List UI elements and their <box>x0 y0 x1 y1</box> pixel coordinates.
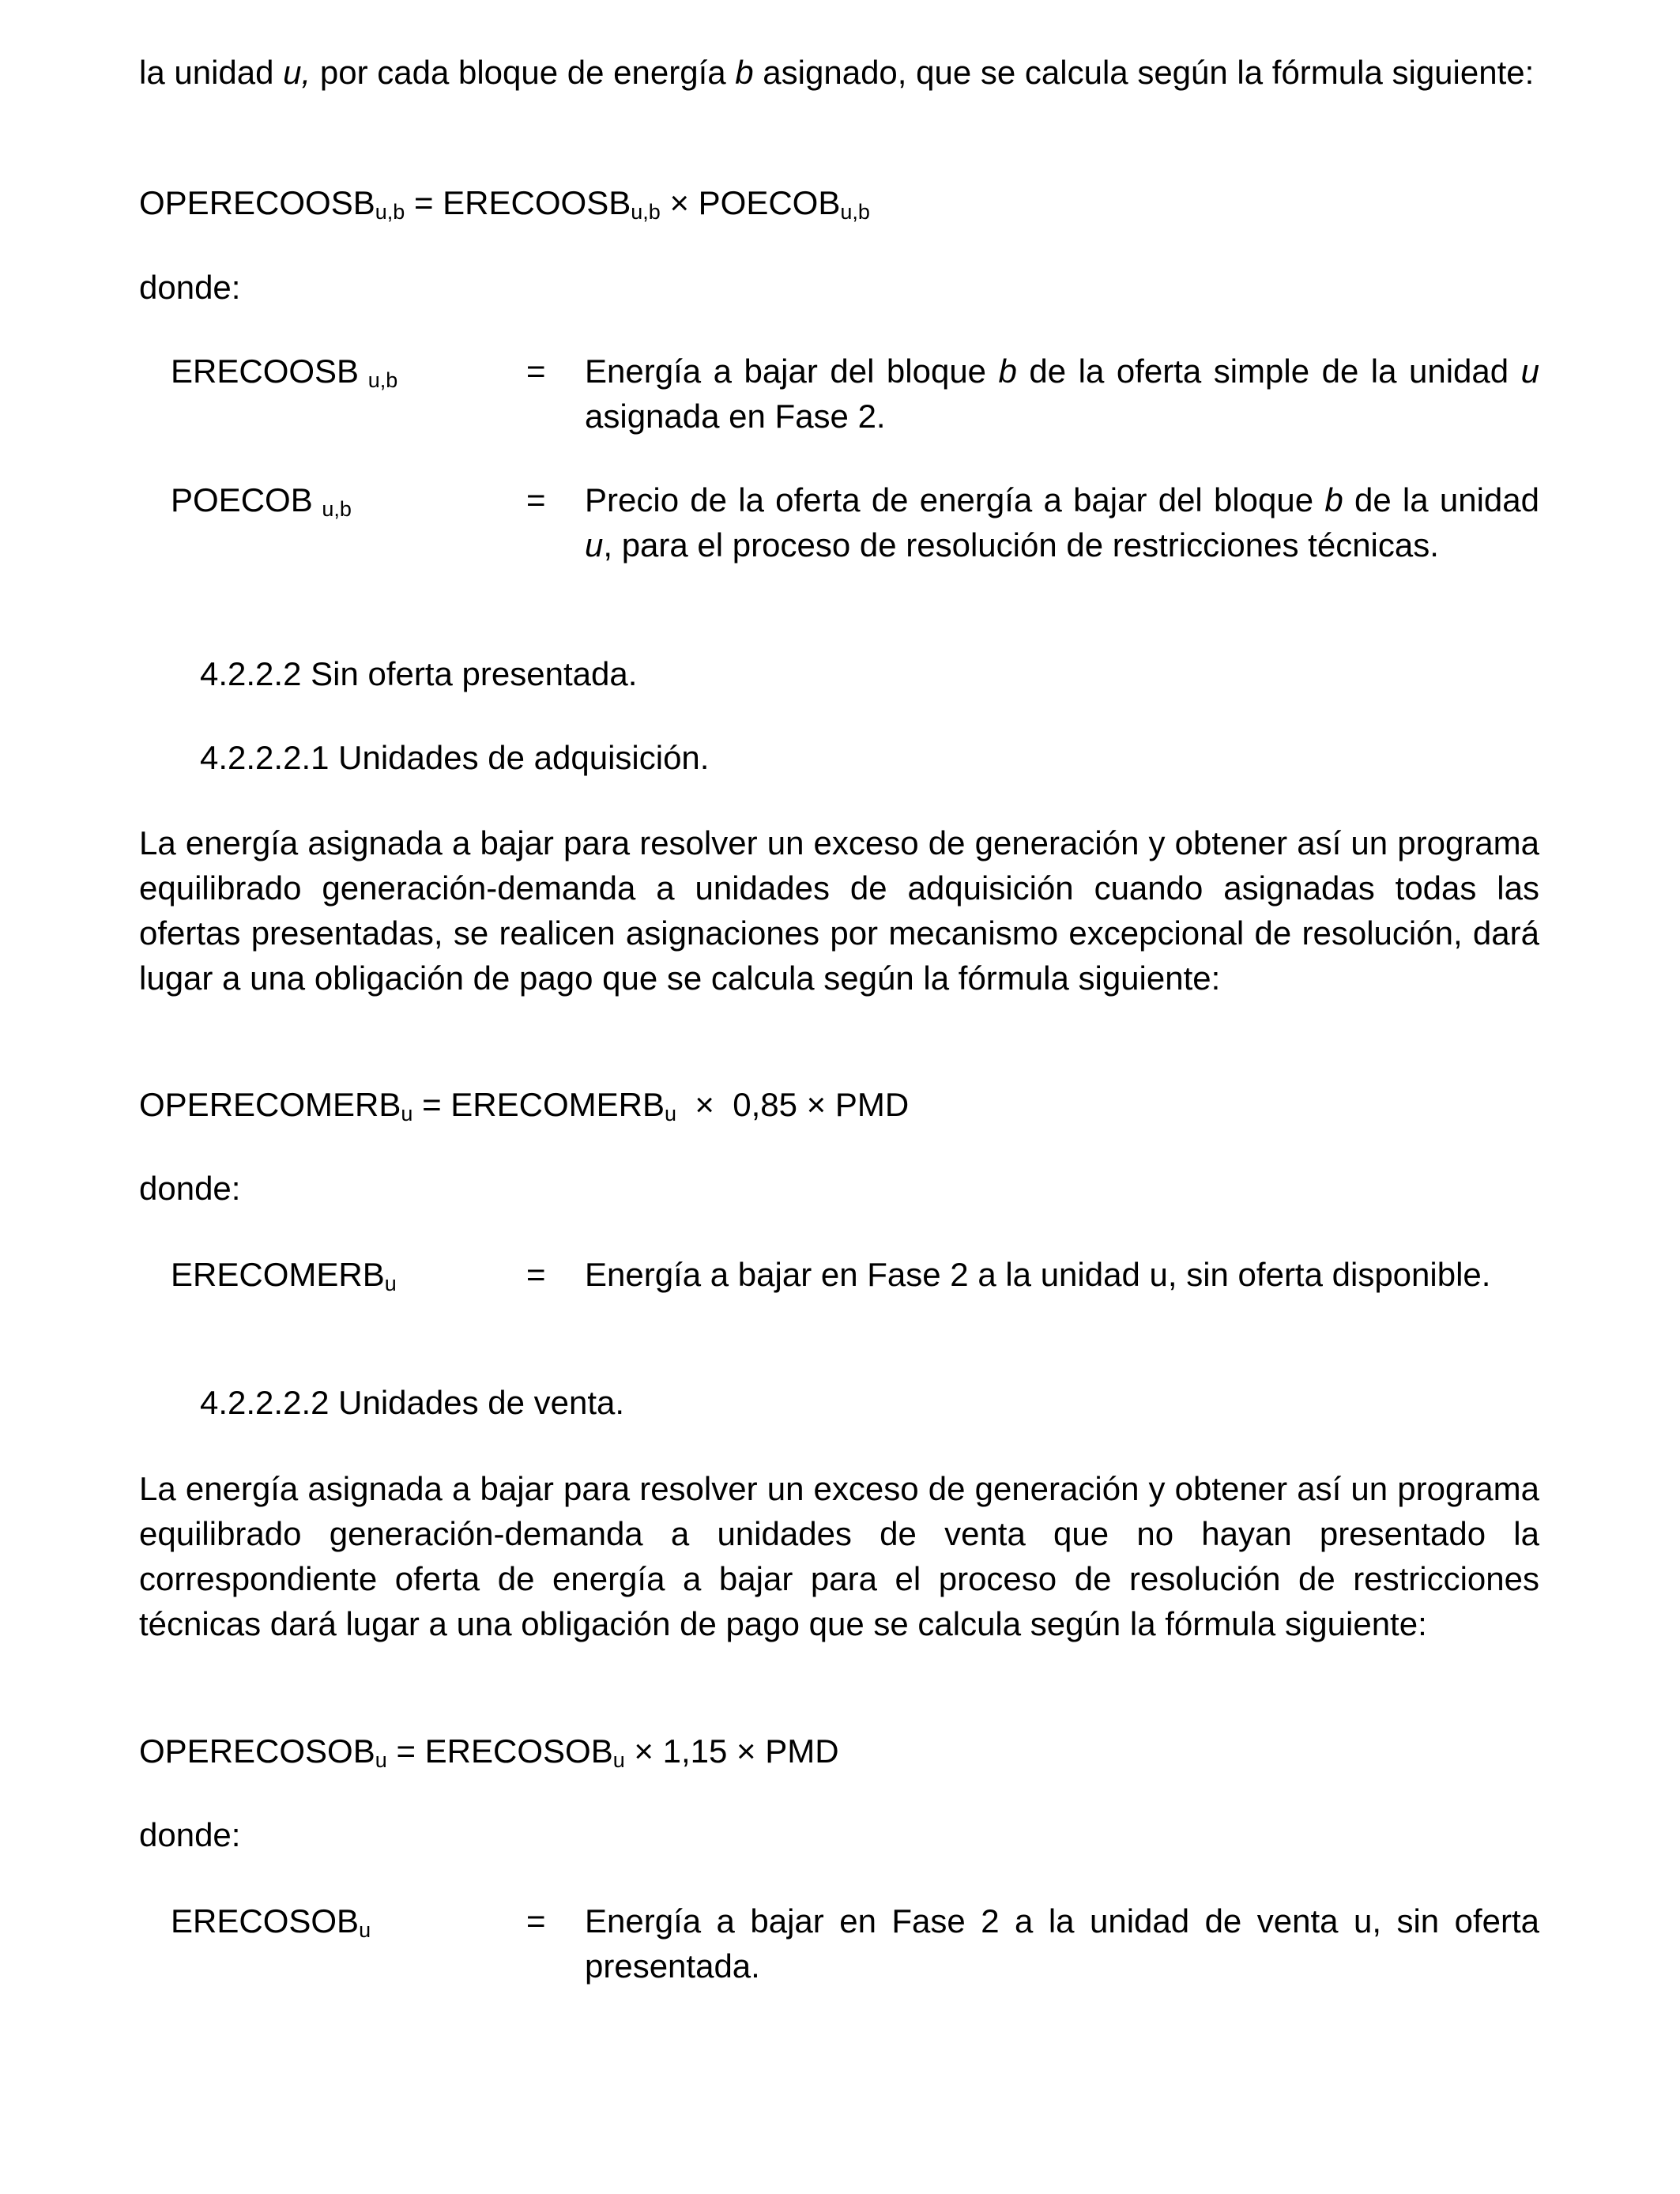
definition-description: Energía a bajar en Fase 2 a la unidad u, sin oferta disponible. <box>585 1256 1491 1293</box>
formula-operecomerb: $OPERECOMERB_u$ = $ERECOMERB_u \times 0,85$ × PMD <box>139 1086 910 1125</box>
definition-equals: = <box>526 481 546 518</box>
donde-label: donde: <box>139 1816 241 1853</box>
definition-description: Precio de la oferta de energía a bajar del bloque b de la unidad u, para el proceso de resolución de restricciones técnicas. <box>585 481 1539 564</box>
definition-description: Energía a bajar en Fase 2 a la unidad de venta u, sin oferta presentada. <box>585 1902 1539 1985</box>
subsection-heading: 4.2.2.2.2 Unidades de venta. <box>200 1384 625 1421</box>
intro-paragraph: la unidad u, por cada bloque de energía b asignado, que se calcula según la fórmula siguiente: <box>139 54 1535 91</box>
formula-operecoosb: $OPERECOOSB_{u,b}$ = $ERECOOSB_{u,b}$ × $POECOB_{u,b}$ <box>139 184 870 224</box>
body-paragraph: La energía asignada a bajar para resolver un exceso de generación y obtener así un programa equilibrado generación-demanda a unidades de venta que no hayan presentado la correspondiente oferta de energía a bajar para el proceso de resolución de restricciones técnicas dará lugar a una obligación de pago que se calcula según la fórmula siguiente: <box>139 1470 1539 1642</box>
definition-description: Energía a bajar del bloque b de la oferta simple de la unidad u asignada en Fase 2. <box>585 352 1539 435</box>
definition-term: $ERECOMERB_u$ <box>171 1256 397 1295</box>
definition-equals: = <box>526 352 546 390</box>
subsection-heading: 4.2.2.2.1 Unidades de adquisición. <box>200 739 710 776</box>
body-paragraph: La energía asignada a bajar para resolver un exceso de generación y obtener así un programa equilibrado generación-demanda a unidades de adquisición cuando asignadas todas las ofertas presentadas, se realicen asignaciones por mecanismo excepcional de resolución, dará lugar a una obligación de pago que se calcula según la fórmula siguiente: <box>139 824 1539 997</box>
donde-label: donde: <box>139 269 241 306</box>
formula-operecosob: $OPERECOSOB_u$ = $ERECOSOB_u \times 1,15$ × PMD <box>139 1732 839 1772</box>
definition-equals: = <box>526 1902 546 1940</box>
definition-term: ERECOOSB $_{u,b}$ <box>171 352 398 392</box>
section-heading: 4.2.2.2 Sin oferta presentada. <box>200 655 638 692</box>
definition-term: $ERECOSOB_u$ <box>171 1902 371 1942</box>
definition-term: POECOB $_{u,b}$ <box>171 481 352 521</box>
definition-equals: = <box>526 1256 546 1293</box>
donde-label: donde: <box>139 1170 241 1207</box>
